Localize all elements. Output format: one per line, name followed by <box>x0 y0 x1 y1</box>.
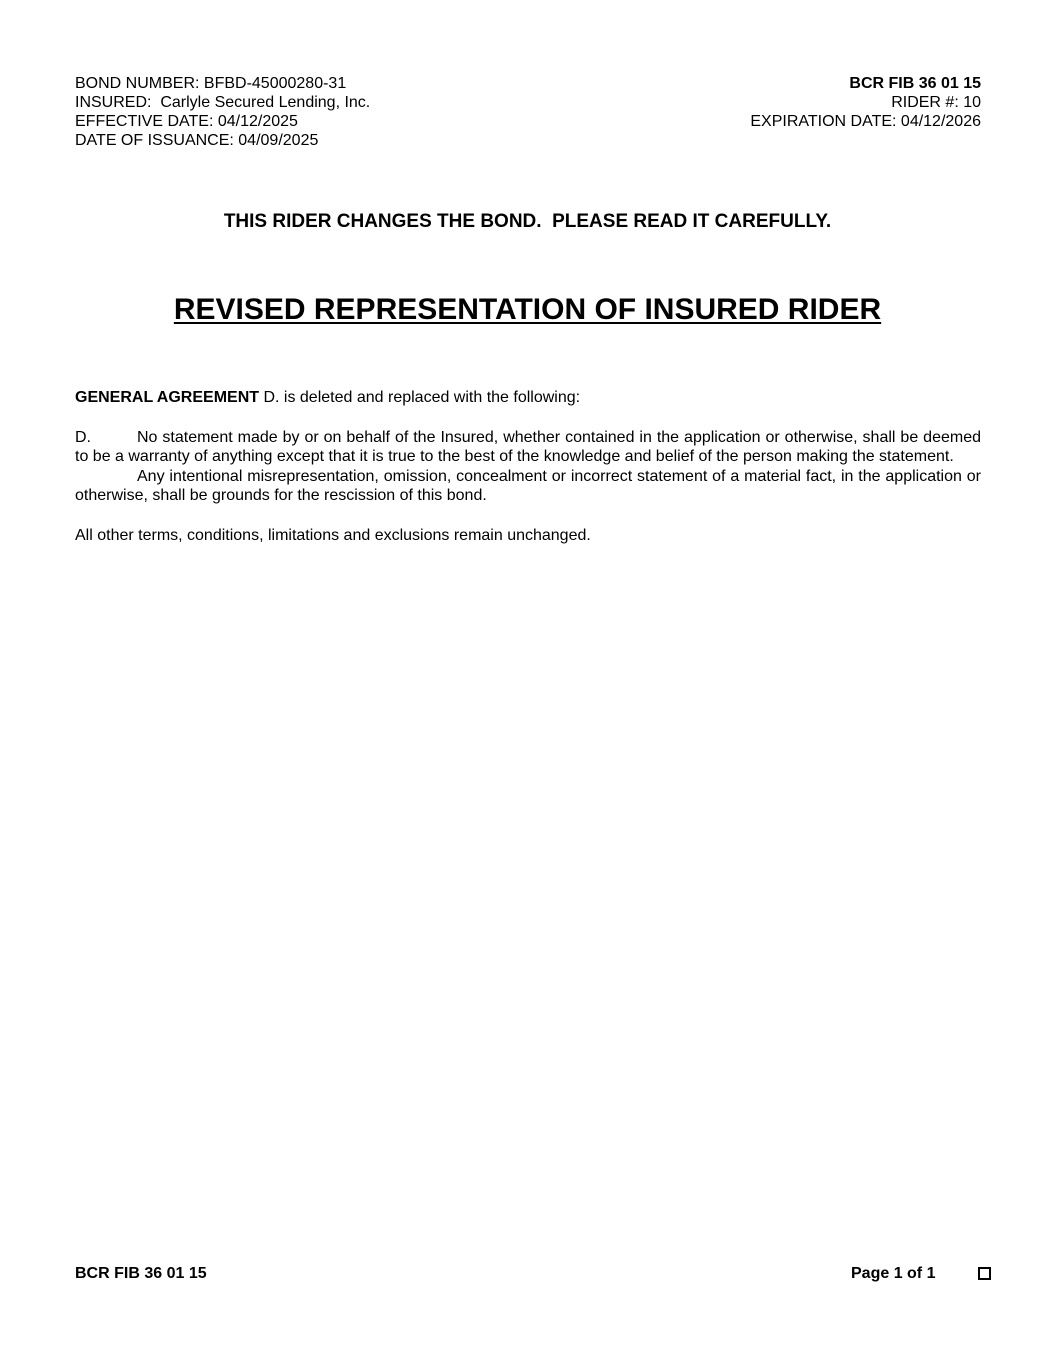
page-title: REVISED REPRESENTATION OF INSURED RIDER <box>173 293 882 326</box>
intro-paragraph <box>75 388 981 408</box>
rider-notice: THIS RIDER CHANGES THE BOND. PLEASE READ IT CAREFULLY. <box>223 211 832 232</box>
item-d-paragraph <box>75 428 981 467</box>
header-right-block <box>561 74 981 131</box>
date-of-issuance: DATE OF ISSUANCE: 04/09/2025 <box>75 132 319 149</box>
item-d-label: D. <box>75 428 91 446</box>
footer-page-number: Page 1 of 1 <box>851 1265 936 1282</box>
item-d-paragraph-2: Any intentional misrepresentation, omission, concealment or incorrect statement of a material fact, in the application or otherwise, shall be grounds for the rescission of this bond. <box>75 467 981 504</box>
checkbox-icon <box>978 1267 991 1280</box>
closing-paragraph: All other terms, conditions, limitations and exclusions remain unchanged. <box>75 526 591 544</box>
bond-number: BOND NUMBER: BFBD-45000280-31 <box>75 75 347 92</box>
rider-body <box>75 388 981 545</box>
footer-form-code: BCR FIB 36 01 15 <box>75 1265 207 1282</box>
form-code-header: BCR FIB 36 01 15 <box>849 75 981 92</box>
expiration-date: EXPIRATION DATE: 04/12/2026 <box>750 113 981 130</box>
rider-number: RIDER #: 10 <box>891 94 981 111</box>
insured-name: INSURED: Carlyle Secured Lending, Inc. <box>75 94 371 111</box>
header-left-block <box>75 74 575 150</box>
effective-date: EFFECTIVE DATE: 04/12/2025 <box>75 113 298 130</box>
intro-heading: GENERAL AGREEMENT <box>75 389 260 406</box>
intro-text: D. is deleted and replaced with the following: <box>259 389 581 406</box>
item-d-text: No statement made by or on behalf of the Insured, whether contained in the application or otherwise, shall be deemed to be a warranty of anything except that it is true to the best of the knowledge and belief of the person making the statement. <box>75 428 981 465</box>
